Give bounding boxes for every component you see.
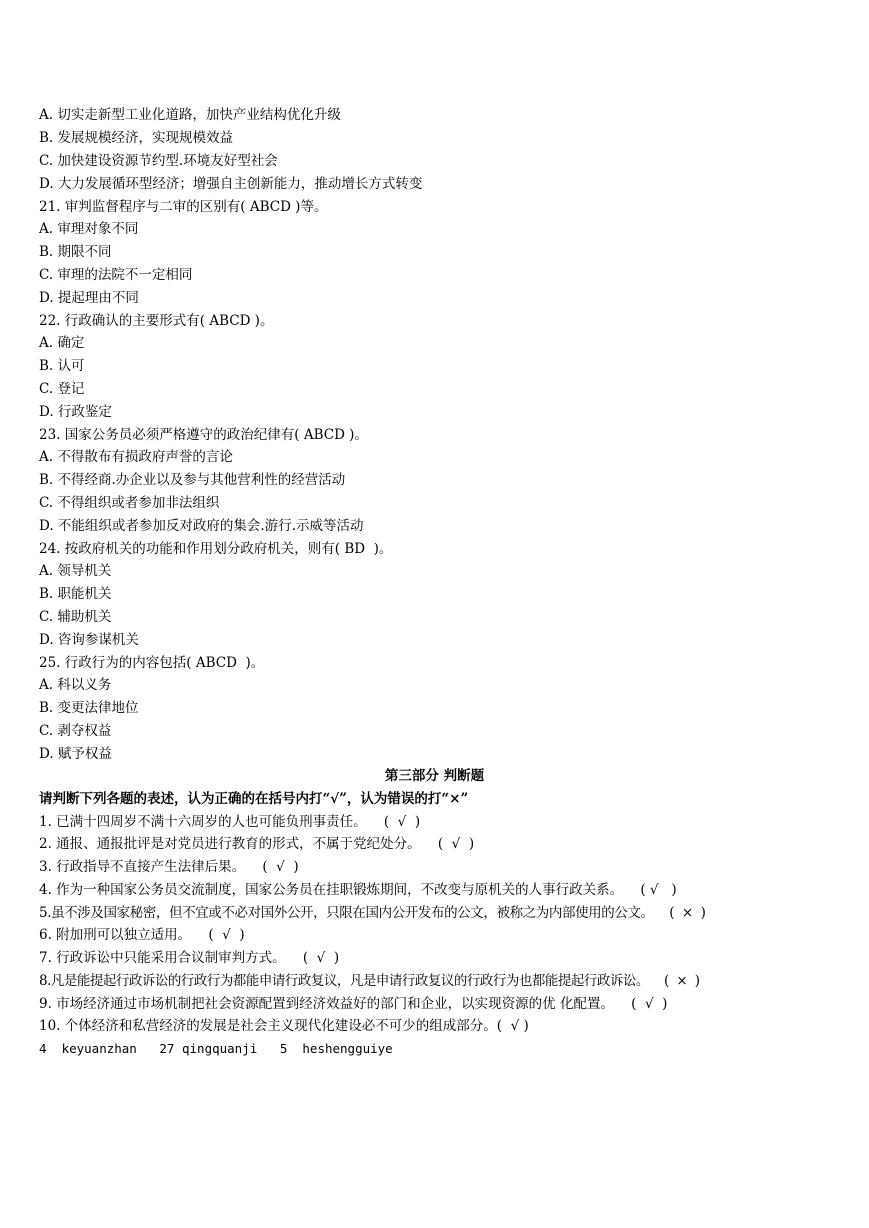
option-line: D. 大力发展循环型经济；增强自主创新能力，推动增长方式转变	[39, 176, 423, 192]
option-line: D. 行政鉴定	[39, 404, 112, 420]
option-line: B. 发展规模经济，实现规模效益	[39, 130, 234, 146]
section-instruction: 请判断下列各题的表述，认为正确的在括号内打“√”，认为错误的打“×”	[39, 791, 469, 807]
option-line: B. 变更法律地位	[39, 700, 139, 716]
option-line: C. 剥夺权益	[39, 723, 112, 739]
option-line: A. 领导机关	[39, 563, 112, 579]
option-line: A. 不得散布有损政府声誉的言论	[39, 449, 233, 465]
footer-text: 4 keyuanzhan 27 qingquanji 5 heshengguiye	[39, 1041, 393, 1056]
option-line: D. 不能组织或者参加反对政府的集会.游行.示威等活动	[39, 518, 364, 534]
judgment-item: 1. 已满十四周岁不满十六周岁的人也可能负刑事责任。 ( √ )	[39, 814, 421, 830]
option-line: A. 切实走新型工业化道路，加快产业结构优化升级	[39, 107, 341, 123]
option-line: B. 期限不同	[39, 244, 112, 260]
question-line: 22. 行政确认的主要形式有( ABCD )。	[39, 313, 274, 329]
option-line: B. 职能机关	[39, 586, 112, 602]
option-line: C. 加快建设资源节约型.环境友好型社会	[39, 153, 278, 169]
option-line: D. 咨询参谋机关	[39, 632, 139, 648]
judgment-item: 2. 通报、通报批评是对党员进行教育的形式，不属于党纪处分。 ( √ )	[39, 836, 475, 852]
judgment-item: 9. 市场经济通过市场机制把社会资源配置到经济效益好的部门和企业，以实现资源的优 化配置。 ( √ )	[39, 996, 668, 1012]
question-line: 25. 行政行为的内容包括( ABCD )。	[39, 655, 265, 671]
option-line: C. 辅助机关	[39, 609, 112, 625]
question-line: 24. 按政府机关的功能和作用划分政府机关，则有( BD )。	[39, 541, 393, 557]
judgment-item: 7. 行政诉讼中只能采用合议制审判方式。 ( √ )	[39, 950, 340, 966]
option-line: A. 科以义务	[39, 677, 112, 693]
option-line: B. 认可	[39, 358, 85, 374]
option-line: D. 赋予权益	[39, 746, 112, 762]
question-line: 23. 国家公务员必须严格遵守的政治纪律有( ABCD )。	[39, 427, 368, 443]
option-line: B. 不得经商.办企业以及参与其他营利性的经营活动	[39, 472, 346, 488]
judgment-item: 6. 附加刑可以独立适用。 ( √ )	[39, 927, 245, 943]
option-line: D. 提起理由不同	[39, 290, 139, 306]
judgment-item: 3. 行政指导不直接产生法律后果。 ( √ )	[39, 859, 299, 875]
judgment-item: 5.虽不涉及国家秘密，但不宜或不必对国外公开，只限在国内公开发布的公文，被称之为内部使用的公文。 ( × )	[39, 905, 706, 921]
question-line: 21. 审判监督程序与二审的区别有( ABCD )等。	[39, 199, 328, 215]
option-line: C. 登记	[39, 381, 85, 397]
judgment-item: 4. 作为一种国家公务员交流制度，国家公务员在挂职锻炼期间，不改变与原机关的人事行政关系。 ( √ )	[39, 882, 677, 898]
judgment-item: 8.凡是能提起行政诉讼的行政行为都能申请行政复议，凡是申请行政复议的行政行为也都能提起行政诉讼。 ( × )	[39, 973, 700, 989]
option-line: A. 确定	[39, 335, 85, 351]
option-line: C. 不得组织或者参加非法组织	[39, 495, 220, 511]
option-line: A. 审理对象不同	[39, 221, 139, 237]
judgment-item: 10. 个体经济和私营经济的发展是社会主义现代化建设必不可少的组成部分。( √ )	[39, 1018, 529, 1034]
section-title: 第三部分 判断题	[384, 768, 485, 784]
option-line: C. 审理的法院不一定相同	[39, 267, 193, 283]
